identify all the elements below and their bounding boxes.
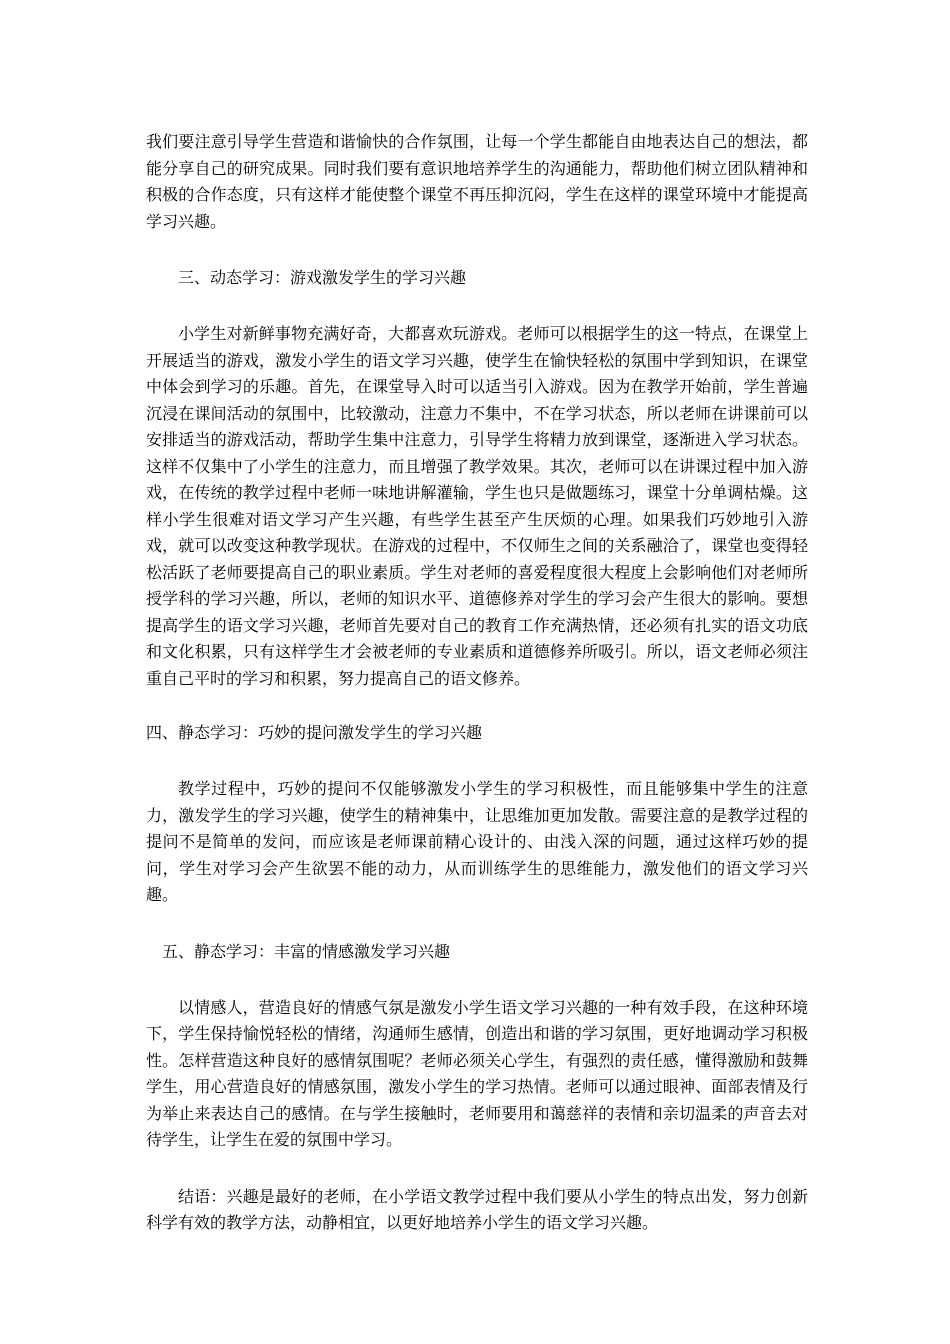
paragraph-section-5: 以情感人，营造良好的情感气氛是激发小学生语文学习兴趣的一种有效手段，在这种环境下，学生保持愉悦轻松的情绪，沟通师生感情，创造出和谐的学习氛围，更好地调动学习积极性。怎样营造这种良好的感情氛围呢？老师必须关心学生，有强烈的责任感，懂得激励和鼓舞学生，用心营造良好的情感氛围，激发小学生的学习热情。老师可以通过眼神、面部表情及行为举止来表达自己的感情。在与学生接触时，老师要用和蔼慈祥的表情和亲切温柔的声音去对待学生，让学生在爱的氛围中学习。 [146,997,808,1149]
paragraph-conclusion: 结语：兴趣是最好的老师，在小学语文教学过程中我们要从小学生的特点出发，努力创新科学有效的教学方法，动静相宜，以更好地培养小学生的语文学习兴趣。 [146,1186,808,1232]
paragraph-intro: 我们要注意引导学生营造和谐愉快的合作氛围，让每一个学生都能自由地表达自己的想法，都能分享自己的研究成果。同时我们要有意识地培养学生的沟通能力，帮助他们树立团队精神和积极的合作态度，只有这样才能使整个课堂不再压抑沉闷，学生在这样的课堂环境中才能提高学习兴趣。 [146,132,808,231]
paragraph-section-3: 小学生对新鲜事物充满好奇，大都喜欢玩游戏。老师可以根据学生的这一特点，在课堂上开展适当的游戏，激发小学生的语文学习兴趣，使学生在愉快轻松的氛围中学到知识，在课堂中体会到学习的乐趣。首先，在课堂导入时可以适当引入游戏。因为在教学开始前，学生普遍沉浸在课间活动的氛围中，比较激动，注意力不集中，不在学习状态，所以老师在讲课前可以安排适当的游戏活动，帮助学生集中注意力，引导学生将精力放到课堂，逐渐进入学习状态。这样不仅集中了小学生的注意力，而且增强了教学效果。其次，老师可以在讲课过程中加入游戏，在传统的教学过程中老师一味地讲解灌输，学生也只是做题练习，课堂十分单调枯燥。这样小学生很难对语文学习产生兴趣，有些学生甚至产生厌烦的心理。如果我们巧妙地引入游戏，就可以改变这种教学现状。在游戏的过程中，不仅师生之间的关系融洽了，课堂也变得轻松活跃了老师要提高自己的职业素质。学生对老师的喜爱程度很大程度上会影响他们对老师所授学科的学习兴趣，所以，老师的知识水平、道德修养对学生的学习会产生很大的影响。要想提高学生的语文学习兴趣，老师首先要对自己的教育工作充满热情，还必须有扎实的语文功底和文化积累，只有这样学生才会被老师的专业素质和道德修养所吸引。所以，语文老师必须注重自己平时的学习和积累，努力提高自己的语文修养。 [146,324,808,688]
section-heading-4: 四、静态学习：巧妙的提问激发学生的学习兴趣 [146,723,483,742]
document-page [146,129,808,1237]
section-heading-5: 五、静态学习：丰富的情感激发学习兴趣 [162,941,451,961]
section-heading-3: 三、动态学习：游戏激发学生的学习兴趣 [178,268,467,287]
paragraph-section-4: 教学过程中，巧妙的提问不仅能够激发小学生的学习积极性，而且能够集中学生的注意力，激发学生的学习兴趣，使学生的精神集中，让思维加更加发散。需要注意的是教学过程的提问不是简单的发问，而应该是老师课前精心设计的、由浅入深的问题，通过这样巧妙的提问，学生对学习会产生欲罢不能的动力，从而训练学生的思维能力，激发他们的语文学习兴趣。 [146,779,808,904]
